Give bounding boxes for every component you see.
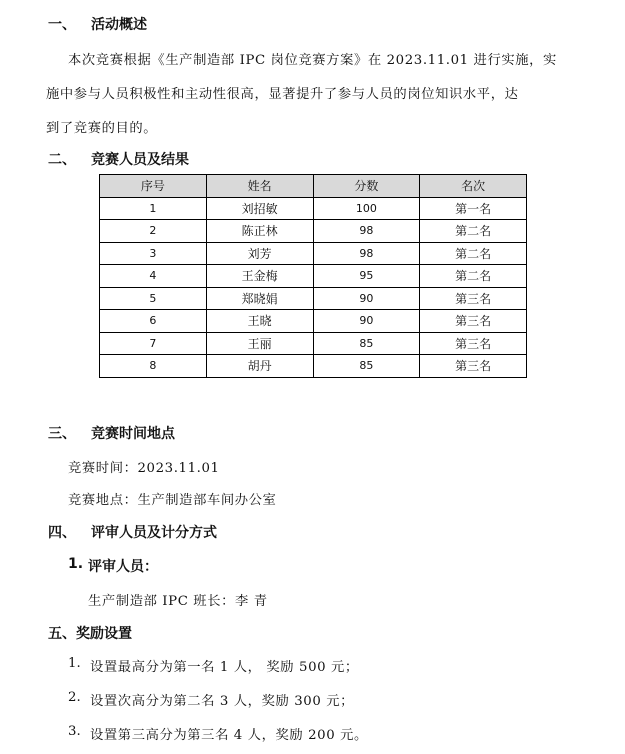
cell-rank: 第一名 <box>420 197 527 220</box>
cell-name: 刘芳 <box>206 242 313 265</box>
reward-item-number: 3. <box>68 724 81 739</box>
cell-index: 8 <box>100 355 207 378</box>
cell-score: 95 <box>313 265 420 288</box>
reviewer-info: 生产制造部 IPC 班长：李 青 <box>88 594 268 609</box>
section3-title: 竞赛时间地点 <box>91 426 175 442</box>
cell-name: 郑晓娟 <box>206 287 313 310</box>
cell-name: 王晓 <box>206 310 313 333</box>
cell-score: 90 <box>313 287 420 310</box>
reward-item-text: 设置次高分为第二名 3 人，奖励 300 元； <box>90 694 354 709</box>
header-name: 姓名 <box>206 175 313 198</box>
section2-number: 二、 <box>48 152 76 168</box>
cell-score: 100 <box>313 197 420 220</box>
cell-score: 90 <box>313 310 420 333</box>
cell-index: 7 <box>100 332 207 355</box>
cell-rank: 第三名 <box>420 287 527 310</box>
section1-line-1: 本次竞赛根据《生产制造部 IPC 岗位竞赛方案》在 2023.11.01 进行实施，实 <box>68 53 557 68</box>
table-row <box>100 220 527 243</box>
cell-name: 王丽 <box>206 332 313 355</box>
section1-line-3: 到了竞赛的目的。 <box>46 121 158 136</box>
section1-title: 活动概述 <box>91 17 147 33</box>
subsection-title: 评审人员： <box>88 559 158 575</box>
cell-score: 98 <box>313 242 420 265</box>
table-row <box>100 310 527 333</box>
section1-line-2: 施中参与人员积极性和主动性很高，显著提升了参与人员的岗位知识水平，达 <box>46 87 519 102</box>
section3-number: 三、 <box>48 426 76 442</box>
reward-item-text: 设置最高分为第一名 1 人， 奖励 500 元； <box>90 660 359 675</box>
cell-rank: 第二名 <box>420 265 527 288</box>
cell-rank: 第三名 <box>420 355 527 378</box>
cell-index: 2 <box>100 220 207 243</box>
cell-index: 5 <box>100 287 207 310</box>
cell-index: 6 <box>100 310 207 333</box>
cell-score: 85 <box>313 332 420 355</box>
reward-item-number: 2. <box>68 690 81 705</box>
results-table <box>99 174 527 378</box>
cell-index: 1 <box>100 197 207 220</box>
subsection-number: 1. <box>68 556 84 572</box>
cell-name: 陈正林 <box>206 220 313 243</box>
header-index: 序号 <box>100 175 207 198</box>
competition-time: 竞赛时间：2023.11.01 <box>68 461 220 476</box>
section4-number: 四、 <box>48 525 76 541</box>
cell-name: 刘招敏 <box>206 197 313 220</box>
cell-name: 王金梅 <box>206 265 313 288</box>
cell-rank: 第三名 <box>420 310 527 333</box>
cell-score: 85 <box>313 355 420 378</box>
competition-place: 竞赛地点：生产制造部车间办公室 <box>68 493 277 508</box>
section5-title: 五、奖励设置 <box>48 626 132 642</box>
table-row <box>100 287 527 310</box>
section4-title: 评审人员及计分方式 <box>91 525 217 541</box>
cell-name: 胡丹 <box>206 355 313 378</box>
header-score: 分数 <box>313 175 420 198</box>
table-header-row <box>100 175 527 198</box>
cell-score: 98 <box>313 220 420 243</box>
table-row <box>100 197 527 220</box>
table-row <box>100 355 527 378</box>
table-row <box>100 242 527 265</box>
cell-index: 4 <box>100 265 207 288</box>
header-rank: 名次 <box>420 175 527 198</box>
reward-item-text: 设置第三高分为第三名 4 人，奖励 200 元。 <box>90 728 368 743</box>
cell-rank: 第二名 <box>420 242 527 265</box>
cell-rank: 第三名 <box>420 332 527 355</box>
cell-rank: 第二名 <box>420 220 527 243</box>
cell-index: 3 <box>100 242 207 265</box>
table-row <box>100 332 527 355</box>
reward-item-number: 1. <box>68 656 81 671</box>
table-row <box>100 265 527 288</box>
section2-title: 竞赛人员及结果 <box>91 152 189 168</box>
section1-number: 一、 <box>48 17 76 33</box>
